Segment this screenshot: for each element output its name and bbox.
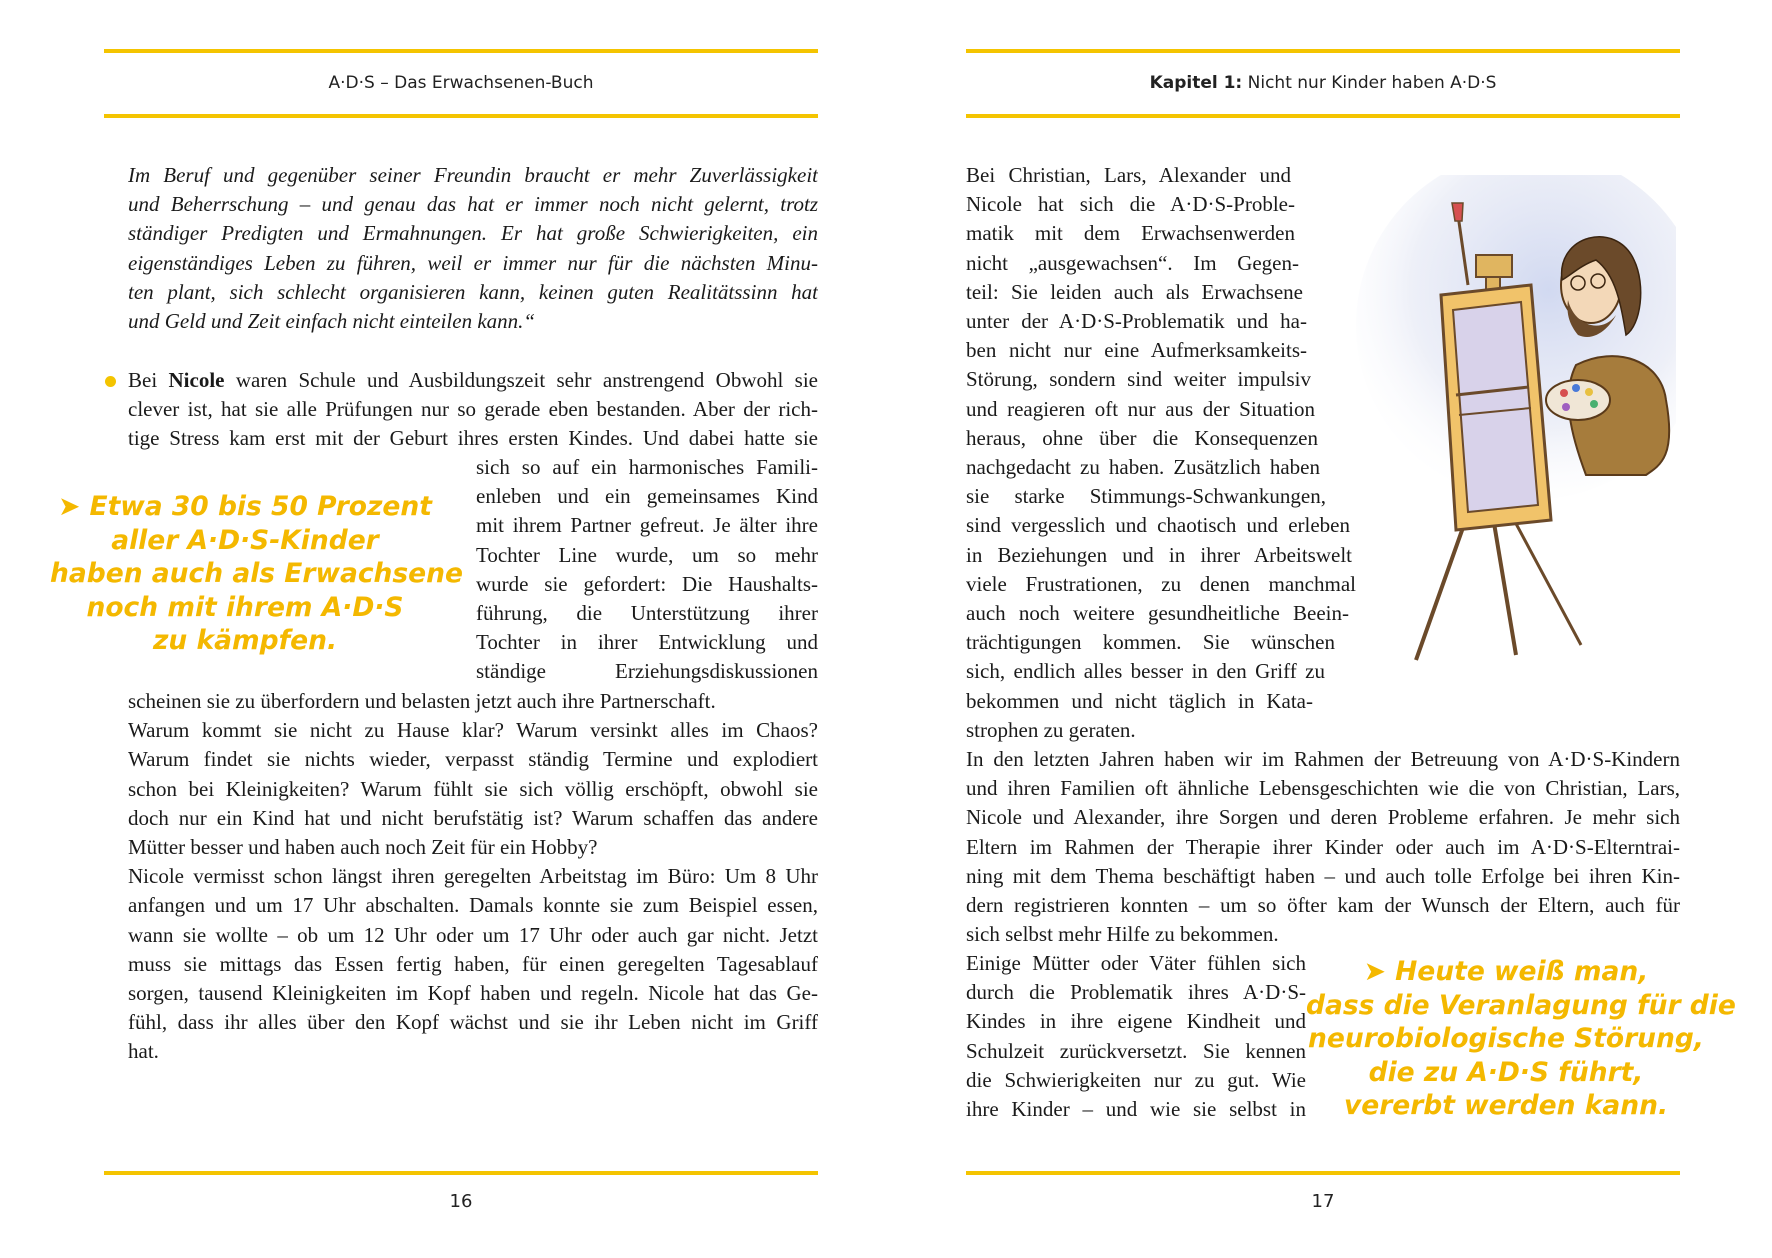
callout-line: zu kämpfen. <box>152 625 338 656</box>
callout-line: haben auch als Erwachsene <box>50 558 463 589</box>
paragraph-line: viele Frustrationen, zu denen manchmal <box>966 571 1356 596</box>
paragraph-line: In den letzten Jahren haben wir im Rahmen der Betreuung von A·D·S-Kindern <box>966 747 1680 771</box>
paragraph-line: Eltern im Rahmen der Therapie ihrer Kinder oder auch im A·D·S-Elterntrai- <box>966 834 1680 859</box>
page-number: 17 <box>1311 1191 1335 1212</box>
paragraph-line <box>128 366 818 395</box>
chapter-label: Kapitel 1: <box>1149 73 1243 93</box>
paragraph-line: Tochter Line wurde, um so mehr <box>476 542 818 567</box>
callout-line: ➤ Heute weiß man, <box>1363 956 1649 987</box>
family-paragraph <box>966 745 1680 949</box>
paragraph-line: schon bei Kleinigkeiten? Warum fühlt sie sich völlig erschöpft, obwohl sie <box>128 776 818 801</box>
paragraph-line: auch noch weitere gesundheitliche Beein- <box>966 601 1349 626</box>
parents-paragraph <box>966 949 1306 1124</box>
callout-line: aller A·D·S-Kinder <box>111 524 379 556</box>
paragraph-line: unter der A·D·S-Problematik und ha- <box>966 309 1307 334</box>
paragraph-line: fühl, dass ihr alles über den Kopf wächst und sie ihr Leben nicht im Griff <box>128 1010 818 1035</box>
paragraph-line: Störung, sondern sind weiter impulsiv <box>966 367 1311 392</box>
paragraph-line: Mütter besser und haben auch noch Zeit für ein Hobby? <box>128 835 598 860</box>
paragraph-line: Warum findet sie nichts wieder, verpasst ständig Termine und explodiert <box>128 747 818 772</box>
right-page <box>886 0 1772 1258</box>
paragraph-line: strophen zu geraten. <box>966 717 1136 742</box>
paragraph-line: Kindes in ihre eigene Kindheit und <box>966 1009 1306 1034</box>
footer-rule <box>966 1171 1680 1175</box>
paragraph-line: sich selbst mehr Hilfe zu bekommen. <box>966 922 1279 947</box>
header-rule-top <box>104 49 818 53</box>
painter-at-easel-icon <box>1316 175 1676 675</box>
paragraph-line: sie starke Stimmungs-Schwankungen, <box>966 484 1326 509</box>
nicole-paragraph-narrow <box>476 453 818 687</box>
header-rule-bottom <box>966 114 1680 118</box>
paragraph-line: matik mit dem Erwachsenwerden <box>966 221 1295 246</box>
paragraph-line: ning mit dem Thema beschäftigt haben – und auch tolle Erfolge bei ihren Kin- <box>966 863 1680 888</box>
quote-line: ten plant, sich schlecht organisieren kann, keinen guten Realitätssinn hat <box>128 279 818 304</box>
nicole-paragraph-top <box>128 366 818 454</box>
header-rule-bottom <box>104 114 818 118</box>
nicole-paragraph-bottom <box>128 687 818 1067</box>
running-header <box>966 73 1680 93</box>
paragraph-line: dern registrieren konnten – um so öfter kam der Wunsch der Eltern, auch für <box>966 893 1680 918</box>
paragraph-line: Tochter in ihrer Entwicklung und <box>476 630 818 655</box>
quote-line: Im Beruf und gegenüber seiner Freundin braucht er mehr Zuverlässigkeit <box>128 163 818 187</box>
page-number: 16 <box>449 1191 473 1212</box>
quote-block <box>128 161 818 336</box>
callout-line: neurobiologische Störung, <box>1308 1023 1704 1054</box>
paragraph-line: enleben und ein gemeinsames Kind <box>476 484 818 509</box>
paragraph-line: Einige Mütter oder Väter fühlen sich <box>966 951 1306 975</box>
paragraph-line: führung, die Unterstützung ihrer <box>476 601 818 626</box>
paragraph-line: Nicole und Alexander, ihre Sorgen und deren Probleme erfahren. Je mehr sich <box>966 805 1680 830</box>
paragraph-line: Nicole hat sich die A·D·S-Proble- <box>966 192 1295 217</box>
paragraph-line: scheinen sie zu überfordern und belasten jetzt auch ihre Partnerschaft. <box>128 689 716 713</box>
paragraph-line: anfangen und um 17 Uhr abschalten. Damals konnte sie zum Beispiel essen, <box>128 893 818 918</box>
paragraph-line: und reagieren oft nur aus der Situation <box>966 396 1315 421</box>
paragraph-line: tige Stress kam erst mit der Geburt ihres ersten Kindes. Und dabei hatte sie <box>128 426 818 451</box>
paragraph-line: doch nur ein Kind hat und nicht berufstätig ist? Warum schaffen das andere <box>128 805 818 830</box>
paragraph-line: die Schwierigkeiten nur zu gut. Wie <box>966 1067 1306 1092</box>
header-rule-top <box>966 49 1680 53</box>
paragraph-line: nicht „ausgewachsen“. Im Gegen- <box>966 250 1299 275</box>
paragraph-line: ständige Erziehungsdiskussionen <box>476 659 818 684</box>
callout-line: die zu A·D·S führt, <box>1368 1056 1644 1088</box>
callout-line: ➤ Etwa 30 bis 50 Prozent <box>58 491 432 522</box>
paragraph-line: teil: Sie leiden auch als Erwachsene <box>966 279 1303 304</box>
paragraph-line: nachgedacht zu haben. Zusätzlich haben <box>966 455 1320 480</box>
paragraph-line: Schulzeit zurückversetzt. Sie kennen <box>966 1038 1306 1063</box>
margin-callout <box>1306 955 1736 1123</box>
margin-callout <box>50 490 463 658</box>
quote-line: und Geld und Zeit einfach nicht einteilen kann.“ <box>128 309 536 334</box>
callout-line: dass die Veranlagung für die <box>1306 989 1736 1021</box>
footer-rule <box>104 1171 818 1175</box>
paragraph-line: heraus, ohne über die Konsequenzen <box>966 425 1318 450</box>
paragraph-line: und ihren Familien oft ähnliche Lebensgeschichten wie die von Christian, Lars, <box>966 776 1680 801</box>
person-name-nicole: Nicole <box>168 368 225 392</box>
paragraph-line: wurde sie gefordert: Die Haushalts- <box>476 571 818 596</box>
callout-line: noch mit ihrem A·D·S <box>86 591 404 623</box>
paragraph-line: muss sie mittags das Essen fertig haben, für einen geregelten Tagesablauf <box>128 951 818 976</box>
paragraph-line: ben nicht nur eine Aufmerksamkeits- <box>966 338 1307 363</box>
paragraph-line: sind vergesslich und chaotisch und erleben <box>966 513 1350 538</box>
callout-line: vererbt werden kann. <box>1343 1090 1669 1121</box>
paragraph-line: Warum kommt sie nicht zu Hause klar? Warum versinkt alles im Chaos? <box>128 718 818 743</box>
paragraph-line: Bei Christian, Lars, Alexander und <box>966 163 1291 187</box>
para-intro: Bei <box>128 368 169 392</box>
paragraph-line: mit ihrem Partner gefreut. Je älter ihre <box>476 513 818 538</box>
paragraph-line: in Beziehungen und in ihrer Arbeitswelt <box>966 542 1352 567</box>
paragraph-line: ihre Kinder – und wie sie selbst in <box>966 1097 1306 1122</box>
paragraph-line: hat. <box>128 1039 159 1064</box>
paragraph-line: trächtigungen kommen. Sie wünschen <box>966 630 1335 655</box>
paragraph-line: sich, endlich alles besser in den Griff zu <box>966 659 1325 684</box>
bullet-dot <box>105 376 116 387</box>
paragraph-line: sorgen, tausend Kleinigkeiten im Kopf haben und regeln. Nicole hat das Ge- <box>128 981 818 1006</box>
quote-line: und Beherrschung – und genau das hat er immer noch nicht gelernt, trotz <box>128 192 818 217</box>
quote-line: ständiger Predigten und Ermahnungen. Er hat große Schwierigkeiten, ein <box>128 221 818 246</box>
paragraph-line: durch die Problematik ihres A·D·S- <box>966 980 1306 1005</box>
quote-line: eigenständiges Leben zu führen, weil er immer nur für die nächsten Minu- <box>128 250 818 275</box>
intro-paragraph <box>966 161 1356 745</box>
running-header: A·D·S – Das Erwachsenen-Buch <box>328 73 594 93</box>
chapter-title: Nicht nur Kinder haben A·D·S <box>1242 73 1497 93</box>
para-line-rest: waren Schule und Ausbildungszeit sehr anstrengend Obwohl sie <box>224 368 818 392</box>
paragraph-line: bekommen und nicht täglich in Kata- <box>966 688 1313 713</box>
paragraph-line: clever ist, hat sie alle Prüfungen nur so gerade eben bestanden. Aber der rich- <box>128 397 818 422</box>
paragraph-line: wann sie wollte – ob um 12 Uhr oder um 17 Uhr oder auch gar nicht. Jetzt <box>128 922 818 947</box>
paragraph-line: sich so auf ein harmonisches Famili- <box>476 455 818 479</box>
paragraph-line: Nicole vermisst schon längst ihren geregelten Arbeitstag im Büro: Um 8 Uhr <box>128 864 818 889</box>
